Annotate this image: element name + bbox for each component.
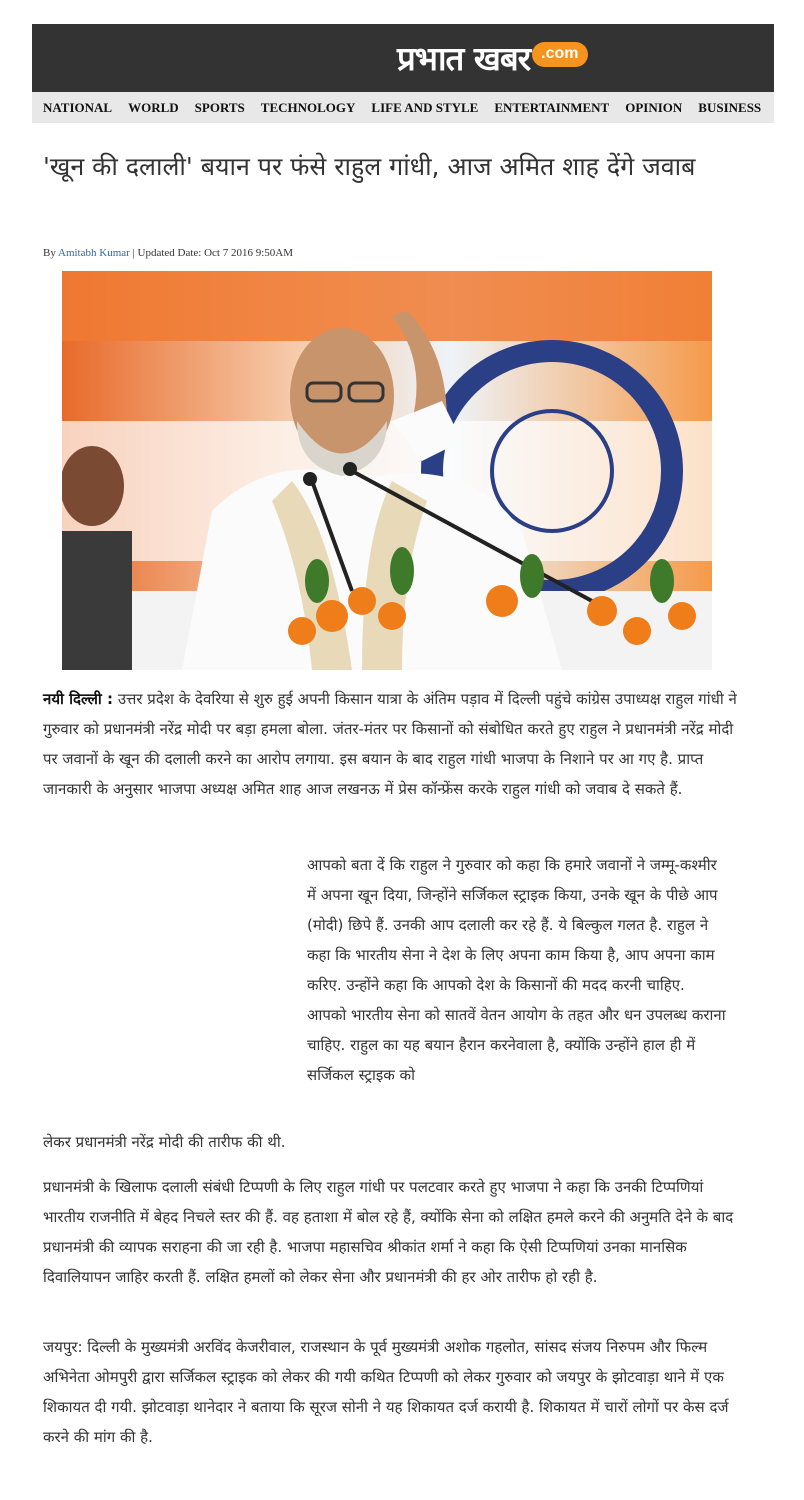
nav-item-sports[interactable]: SPORTS xyxy=(194,99,245,115)
masthead xyxy=(32,24,774,92)
dateline: नयी दिल्ली : xyxy=(43,690,114,708)
nav-item-world[interactable]: WORLD xyxy=(128,99,179,115)
logo-suffix: .com xyxy=(532,42,587,67)
article-paragraph-continued: लेकर प्रधानमंत्री नरेंद्र मोदी की तारीफ की थी. xyxy=(43,1133,286,1151)
article-paragraph xyxy=(43,684,743,804)
nav-item-technology[interactable]: TECHNOLOGY xyxy=(260,99,356,115)
nav-item-national[interactable]: NATIONAL xyxy=(43,99,113,115)
updated-date: | Updated Date: Oct 7 2016 9:50AM xyxy=(132,247,293,259)
speaker-illustration xyxy=(62,271,712,670)
article-paragraph: प्रधानमंत्री के खिलाफ दलाली संबंधी टिप्पणी के लिए राहुल गांधी पर पलटवार करते हुए भाजपा ने कहा कि उनकी टिप्पणियां भारतीय राजनीति में बेहद निचले स्तर की हैं. वह हताशा में बोल रहे हैं, क्योंकि सेना को लक्षित हमले करने की अनुमति देने के बाद प्रधानमंत्री की व्यापक सराहना की जा रही है. भाजपा महासचिव श्रीकांत शर्मा ने कहा कि ऐसी टिप्पणियां उनका मानसिक दिवालियापन जाहिर करती हैं. लक्षित हमलों को लेकर सेना और प्रधानमंत्री की हर ओर तारीफ हो रही है. xyxy=(43,1178,734,1286)
author-link[interactable]: Amitabh Kumar xyxy=(58,247,130,259)
byline-prefix: By xyxy=(43,247,56,259)
article-paragraph: आपको बता दें कि राहुल ने गुरुवार को कहा कि हमारे जवानों ने जम्मू-कश्मीर में अपना खून दिया, जिन्होंने सर्जिकल स्ट्राइक किया, उनके खून के पीछे आप (मोदी) छिपे हैं. उनकी आप दलाली कर रहे हैं. ये बिल्कुल गलत है. राहुल ने कहा कि भारतीय सेना ने देश के लिए अपना काम किया है, आप अपना काम करिए. उन्होंने कहा कि आपको देश के किसानों की मदद करनी चाहिए. आपको भारतीय सेना को सातवें वेतन आयोग के तहत और धन उपलब्ध कराना चाहिए. राहुल का यह बयान हैरान करनेवाला है, क्योंकि उन्होंने हाल ही में सर्जिकल स्ट्राइक को xyxy=(307,856,726,1084)
nav-item-entertainment[interactable]: ENTERTAINMENT xyxy=(494,99,610,115)
article-headline: 'खून की दलाली' बयान पर फंसे राहुल गांधी, आज अमित शाह देंगे जवाब xyxy=(43,152,696,181)
article-byline xyxy=(43,247,293,259)
article-paragraph: जयपुर: दिल्ली के मुख्यमंत्री अरविंद केजरीवाल, राजस्थान के पूर्व मुख्यमंत्री अशोक गहलोत, सांसद संजय निरुपम और फिल्म अभिनेता ओमपुरी द्वारा सर्जिकल स्ट्राइक को लेकर की गयी कथित टिप्पणी को लेकर गुरुवार को जयपुर के झोटवाड़ा थाने में एक शिकायत दी गयी. झोटवाड़ा थानेदार ने बताया कि सूरज सोनी ने यह शिकायत दर्ज करायी है. शिकायत में चारों लोगों पर केस दर्ज करने की मांग की है. xyxy=(43,1338,729,1446)
main-nav xyxy=(32,92,774,123)
article-photo xyxy=(62,271,712,670)
site-logo[interactable] xyxy=(397,32,588,82)
logo-text: प्रभात खबर xyxy=(397,38,531,78)
nav-item-life-and-style[interactable]: LIFE AND STYLE xyxy=(371,99,479,115)
nav-item-opinion[interactable]: OPINION xyxy=(625,99,683,115)
paragraph-text: उत्तर प्रदेश के देवरिया से शुरु हुई अपनी किसान यात्रा के अंतिम पड़ाव में दिल्ली पहुंचे कांग्रेस उपाध्यक्ष राहुल गांधी ने गुरुवार को प्रधानमंत्री नरेंद्र मोदी पर बड़ा हमला बोला. जंतर-मंतर पर किसानों को संबोधित करते हुए राहुल ने प्रधानमंत्री नरेंद्र मोदी पर जवानों के खून की दलाली करने का आरोप लगाया. इस बयान के बाद राहुल गांधी भाजपा के निशाने पर आ गए है. प्राप्त जानकारी के अनुसार भाजपा अध्यक्ष अमित शाह आज लखनऊ में प्रेस कॉन्फ्रेंस करके राहुल गांधी को जवाब दे सकते हैं. xyxy=(43,690,737,798)
nav-item-business[interactable]: BUSINESS xyxy=(698,99,762,115)
